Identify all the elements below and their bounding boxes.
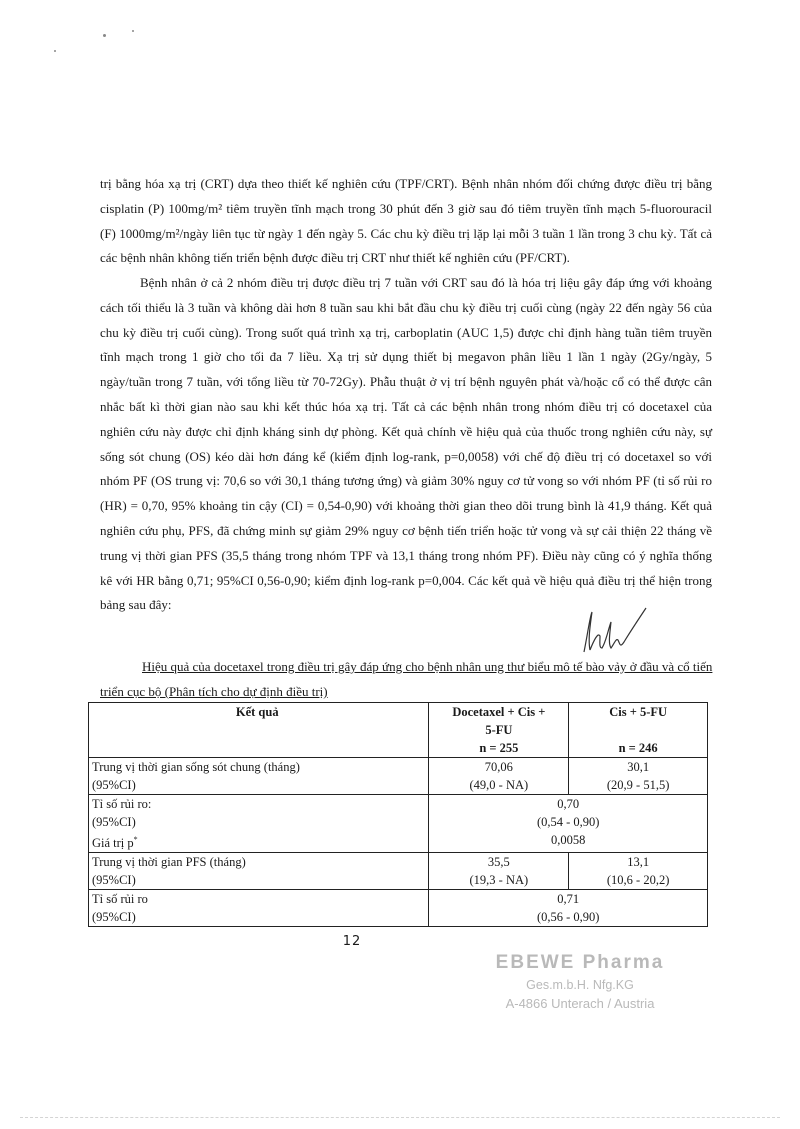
hr-pfs-ci-label: (95%CI) bbox=[92, 910, 136, 925]
p-value: 0,0058 bbox=[551, 833, 586, 847]
os-docetaxel-ci: (49,0 - NA) bbox=[469, 778, 529, 792]
table-row bbox=[89, 758, 708, 795]
header-result bbox=[89, 703, 429, 758]
company-stamp bbox=[480, 952, 680, 1011]
scan-speck bbox=[103, 34, 106, 37]
pfs-ci-label: (95%CI) bbox=[92, 873, 136, 888]
header-cis-arm bbox=[569, 703, 708, 758]
os-cis-cell bbox=[569, 758, 708, 795]
hr-os-ci-label: (95%CI) bbox=[92, 815, 136, 829]
paragraph-results: Bệnh nhân ở cả 2 nhóm điều trị được điều trị 7 tuần với CRT sau đó là hóa trị liệu gây đáp ứng với khoảng cách tối thiểu là 3 tuần và không dài hơn 8 tuần sau khi bắt đầu chu kỳ điều trị cuối cùng (ngày 22 đến ngày 56 của chu kỳ điều trị cuối cùng). Trong suốt quá trình xạ trị, carboplatin (AUC 1,5) được chỉ định hàng tuần tiêm truyền tĩnh mạch trong 1 giờ cho tối đa 7 liều. Xạ trị sử dụng thiết bị megavon phân liều 1 lần 1 ngày (2Gy/ngày, 5 ngày/tuần trong 7 tuần, với tổng liều từ 70-72Gy). Phẫu thuật ở vị trí bệnh nguyên phát và/hoặc cổ có thể được cân nhắc bất kì thời gian nào sau khi kết thúc hóa xạ trị. Tất cả các bệnh nhân trong nhóm điều trị có docetaxel của nghiên cứu này được chỉ định kháng sinh dự phòng. Kết quả chính về hiệu quả của thuốc trong nghiên cứu này, sự sống sót chung (OS) kéo dài hơn đáng kể (kiểm định log-rank, p=0,0058) với chế độ điều trị có docetaxel so với nhóm PF (OS trung vị: 70,6 so với 30,1 tháng tương ứng) và giảm 30% nguy cơ tử vong so với nhóm PF (tỉ số rủi ro (HR) = 0,70, 95% khoảng tin cậy (CI) = 0,54-0,90) với khoảng thời gian theo dõi trung bình là 41,9 tháng. Kết quả nghiên cứu phụ, PFS, đã chứng minh sự giảm 29% nguy cơ bệnh tiến triển hoặc tử vong và sự cải thiện 22 tháng về trung vị thời gian PFS (35,5 tháng trong nhóm TPF và 13,1 tháng trong nhóm PF). Điều này cũng có ý nghĩa thống kê với HR bằng 0,71; 95%CI 0,56-0,90; kiểm định log-rank p=0,004. Các kết quả về hiệu quả điều trị thể hiện trong bảng sau đây: bbox=[100, 275, 712, 613]
table-row bbox=[89, 795, 708, 853]
os-docetaxel-value: 70,06 bbox=[484, 760, 513, 774]
os-cis-ci: (20,9 - 51,5) bbox=[606, 778, 670, 792]
scan-edge-line bbox=[20, 1117, 780, 1118]
scan-speck bbox=[132, 30, 134, 32]
os-label: Trung vị thời gian sống sót chung (tháng) bbox=[92, 760, 300, 774]
pfs-cis-ci: (10,6 - 20,2) bbox=[606, 873, 670, 888]
pfs-docetaxel-cell bbox=[429, 853, 569, 890]
efficacy-table bbox=[88, 702, 708, 927]
header-docetaxel-arm bbox=[429, 703, 569, 758]
pfs-label: Trung vị thời gian PFS (tháng) bbox=[92, 855, 246, 870]
pfs-cis-value: 13,1 bbox=[627, 855, 650, 870]
table-caption: Hiệu quả của docetaxel trong điều trị gây đáp ứng cho bệnh nhân ung thư biểu mô tế bào vảy ở đầu và cổ tiến triển cục bộ (Phân tích cho dự định điều trị) bbox=[100, 659, 713, 699]
hr-os-value-cell bbox=[429, 795, 708, 853]
os-docetaxel-cell bbox=[429, 758, 569, 795]
header-cis-n: n = 246 bbox=[618, 741, 658, 755]
pfs-docetaxel-ci: (19,3 - NA) bbox=[469, 873, 529, 888]
hr-pfs-label-cell bbox=[89, 890, 429, 927]
hr-pfs-value: 0,71 bbox=[557, 892, 580, 907]
hr-pfs-ci: (0,56 - 0,90) bbox=[536, 910, 600, 925]
stamp-company-form: Ges.m.b.H. Nfg.KG bbox=[526, 978, 634, 992]
os-label-cell bbox=[89, 758, 429, 795]
page-number: 12 bbox=[342, 934, 362, 949]
pfs-docetaxel-value: 35,5 bbox=[487, 855, 510, 870]
header-docetaxel-line2: 5-FU bbox=[485, 723, 513, 737]
stamp-company-address: A-4866 Unterach / Austria bbox=[505, 996, 655, 1011]
table-row bbox=[89, 890, 708, 927]
hr-pfs-value-cell bbox=[429, 890, 708, 927]
header-cis-line1: Cis + 5-FU bbox=[609, 705, 668, 719]
stamp-company-name: EBEWE Pharma bbox=[495, 952, 665, 973]
table-row bbox=[89, 853, 708, 890]
p-value-footnote-mark: * bbox=[133, 835, 138, 844]
hr-pfs-label: Tỉ số rủi ro bbox=[92, 892, 148, 907]
paragraph-intro: trị bằng hóa xạ trị (CRT) dựa theo thiết kế nghiên cứu (TPF/CRT). Bệnh nhân nhóm đối chứng được điều trị bằng cisplatin (P) 100mg/m² tiêm truyền tĩnh mạch trong 30 phút đến 3 giờ sau đó tiêm truyền tĩnh mạch 5-fluorouracil (F) 1000mg/m²/ngày liên tục từ ngày 1 đến ngày 5. Các chu kỳ điều trị lặp lại mỗi 3 tuần 1 lần trong 3 chu kỳ. Tất cả các bệnh nhân không tiến triển bệnh được điều trị CRT như thiết kế nghiên cứu (PF/CRT). bbox=[100, 176, 712, 266]
p-value-label bbox=[92, 831, 425, 852]
header-docetaxel-line1: Docetaxel + Cis + bbox=[452, 705, 546, 719]
header-result-label: Kết quả bbox=[235, 705, 279, 719]
hr-os-ci: (0,54 - 0,90) bbox=[536, 815, 600, 829]
hr-os-value: 0,70 bbox=[557, 797, 580, 811]
scan-speck bbox=[54, 50, 56, 52]
hr-os-label-cell bbox=[89, 795, 429, 853]
pfs-label-cell bbox=[89, 853, 429, 890]
pfs-cis-cell bbox=[569, 853, 708, 890]
header-docetaxel-n: n = 255 bbox=[479, 741, 519, 755]
os-cis-value: 30,1 bbox=[627, 760, 650, 774]
p-value-label-text: Giá trị p bbox=[92, 836, 134, 851]
table-header-row bbox=[89, 703, 708, 758]
os-ci-label: (95%CI) bbox=[92, 778, 136, 792]
handwritten-signature bbox=[580, 602, 650, 662]
hr-os-label: Tỉ số rủi ro: bbox=[92, 797, 152, 811]
